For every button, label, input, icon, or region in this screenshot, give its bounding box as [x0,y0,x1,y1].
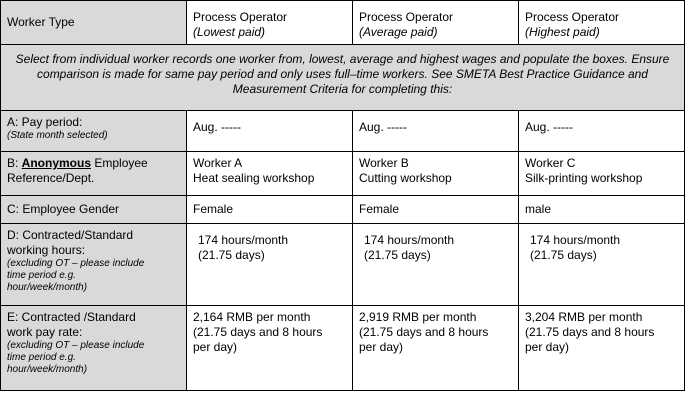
row-d-note-line2: time period e.g. [7,270,76,281]
row-a-note: (State month selected) [7,130,108,141]
row-b-label [1,152,187,196]
row-e-highest-rate: 3,204 RMB per month [525,310,643,324]
row-pay-rate [1,306,685,391]
row-b-label-line2: Reference/Dept. [7,171,95,185]
row-e-lowest-detail-end: per day) [193,340,238,354]
row-d-label-line1: D: Contracted/Standard [7,228,134,242]
row-b-label-line1 [7,156,180,171]
row-c-value-lowest: Female [187,196,353,224]
row-e-value-highest [519,306,685,391]
row-e-note-line2: time period e.g. [7,352,76,363]
row-b-prefix: B: [7,156,22,170]
row-d-average-hours: 174 hours/month [364,233,455,247]
row-b-anonymous: Anonymous [21,156,92,170]
row-e-lowest-detail: (21.75 days and 8 hours [193,325,323,339]
row-b-average-dept: Cutting workshop [359,171,452,185]
row-c-value-highest: male [519,196,685,224]
header-col-highest-title: Process Operator [525,10,620,24]
row-b-highest-worker: Worker C [525,156,576,170]
header-col-lowest-title: Process Operator [193,10,288,24]
row-working-hours [1,224,685,306]
row-e-value-average [353,306,519,391]
row-b-value-highest [519,152,685,196]
instructions-text: Select from individual worker records one worker from, lowest, average and highest wages and populate the boxes. Ensure comparison is made for same pay period and only uses full–time workers. See SMETA Best Practice Guidance and Measurement Criteria for completing this: [1,45,685,111]
row-e-average-rate: 2,919 RMB per month [359,310,477,324]
row-d-value-average [353,224,519,306]
row-d-average-days: (21.75 days) [364,248,431,262]
row-e-label [1,306,187,391]
row-e-label-line2: work pay rate: [7,325,83,339]
row-d-value-lowest [187,224,353,306]
row-e-note-line1: (excluding OT – please include [7,340,145,351]
row-e-note-line3: hour/week/month) [7,364,88,375]
row-pay-period [1,111,685,152]
row-b-suffix: Employee [91,156,148,170]
header-col-highest-sub: (Highest paid) [525,25,600,39]
header-col-lowest [187,1,353,45]
header-col-highest [519,1,685,45]
row-d-highest-hours: 174 hours/month [530,233,621,247]
header-col-average-sub: (Average paid) [359,25,438,39]
row-a-value-lowest: Aug. ----- [187,111,353,152]
row-e-highest-detail: (21.75 days and 8 hours [525,325,655,339]
row-a-label-text: A: Pay period: [7,115,83,129]
header-col-average [353,1,519,45]
row-d-lowest-days: (21.75 days) [198,248,265,262]
row-e-average-detail-end: per day) [359,340,404,354]
row-d-lowest-hours: 174 hours/month [198,233,289,247]
row-c-value-average: Female [353,196,519,224]
row-a-label [1,111,187,152]
row-e-average-detail: (21.75 days and 8 hours [359,325,489,339]
row-employee-reference [1,152,685,196]
row-d-note-line1: (excluding OT – please include [7,258,145,269]
row-e-highest-detail-end: per day) [525,340,570,354]
header-row [1,1,685,45]
header-col-lowest-sub: (Lowest paid) [193,25,266,39]
row-a-value-average: Aug. ----- [353,111,519,152]
row-employee-gender [1,196,685,224]
row-b-lowest-worker: Worker A [193,156,243,170]
row-d-label-line2: working hours: [7,243,86,257]
row-e-label-line1: E: Contracted /Standard [7,310,136,324]
row-e-lowest-rate: 2,164 RMB per month [193,310,311,324]
row-c-label: C: Employee Gender [1,196,187,224]
row-b-value-average [353,152,519,196]
row-d-label [1,224,187,306]
instructions-row [1,45,685,111]
row-e-value-lowest [187,306,353,391]
row-d-note-line3: hour/week/month) [7,282,88,293]
worker-type-label [1,1,187,45]
worker-type-text: Worker Type [7,15,75,29]
row-d-value-highest [519,224,685,306]
row-a-value-highest: Aug. ----- [519,111,685,152]
row-b-average-worker: Worker B [359,156,409,170]
row-b-highest-dept: Silk-printing workshop [525,171,643,185]
header-col-average-title: Process Operator [359,10,454,24]
row-b-value-lowest [187,152,353,196]
row-d-highest-days: (21.75 days) [530,248,597,262]
row-b-lowest-dept: Heat sealing workshop [193,171,315,185]
